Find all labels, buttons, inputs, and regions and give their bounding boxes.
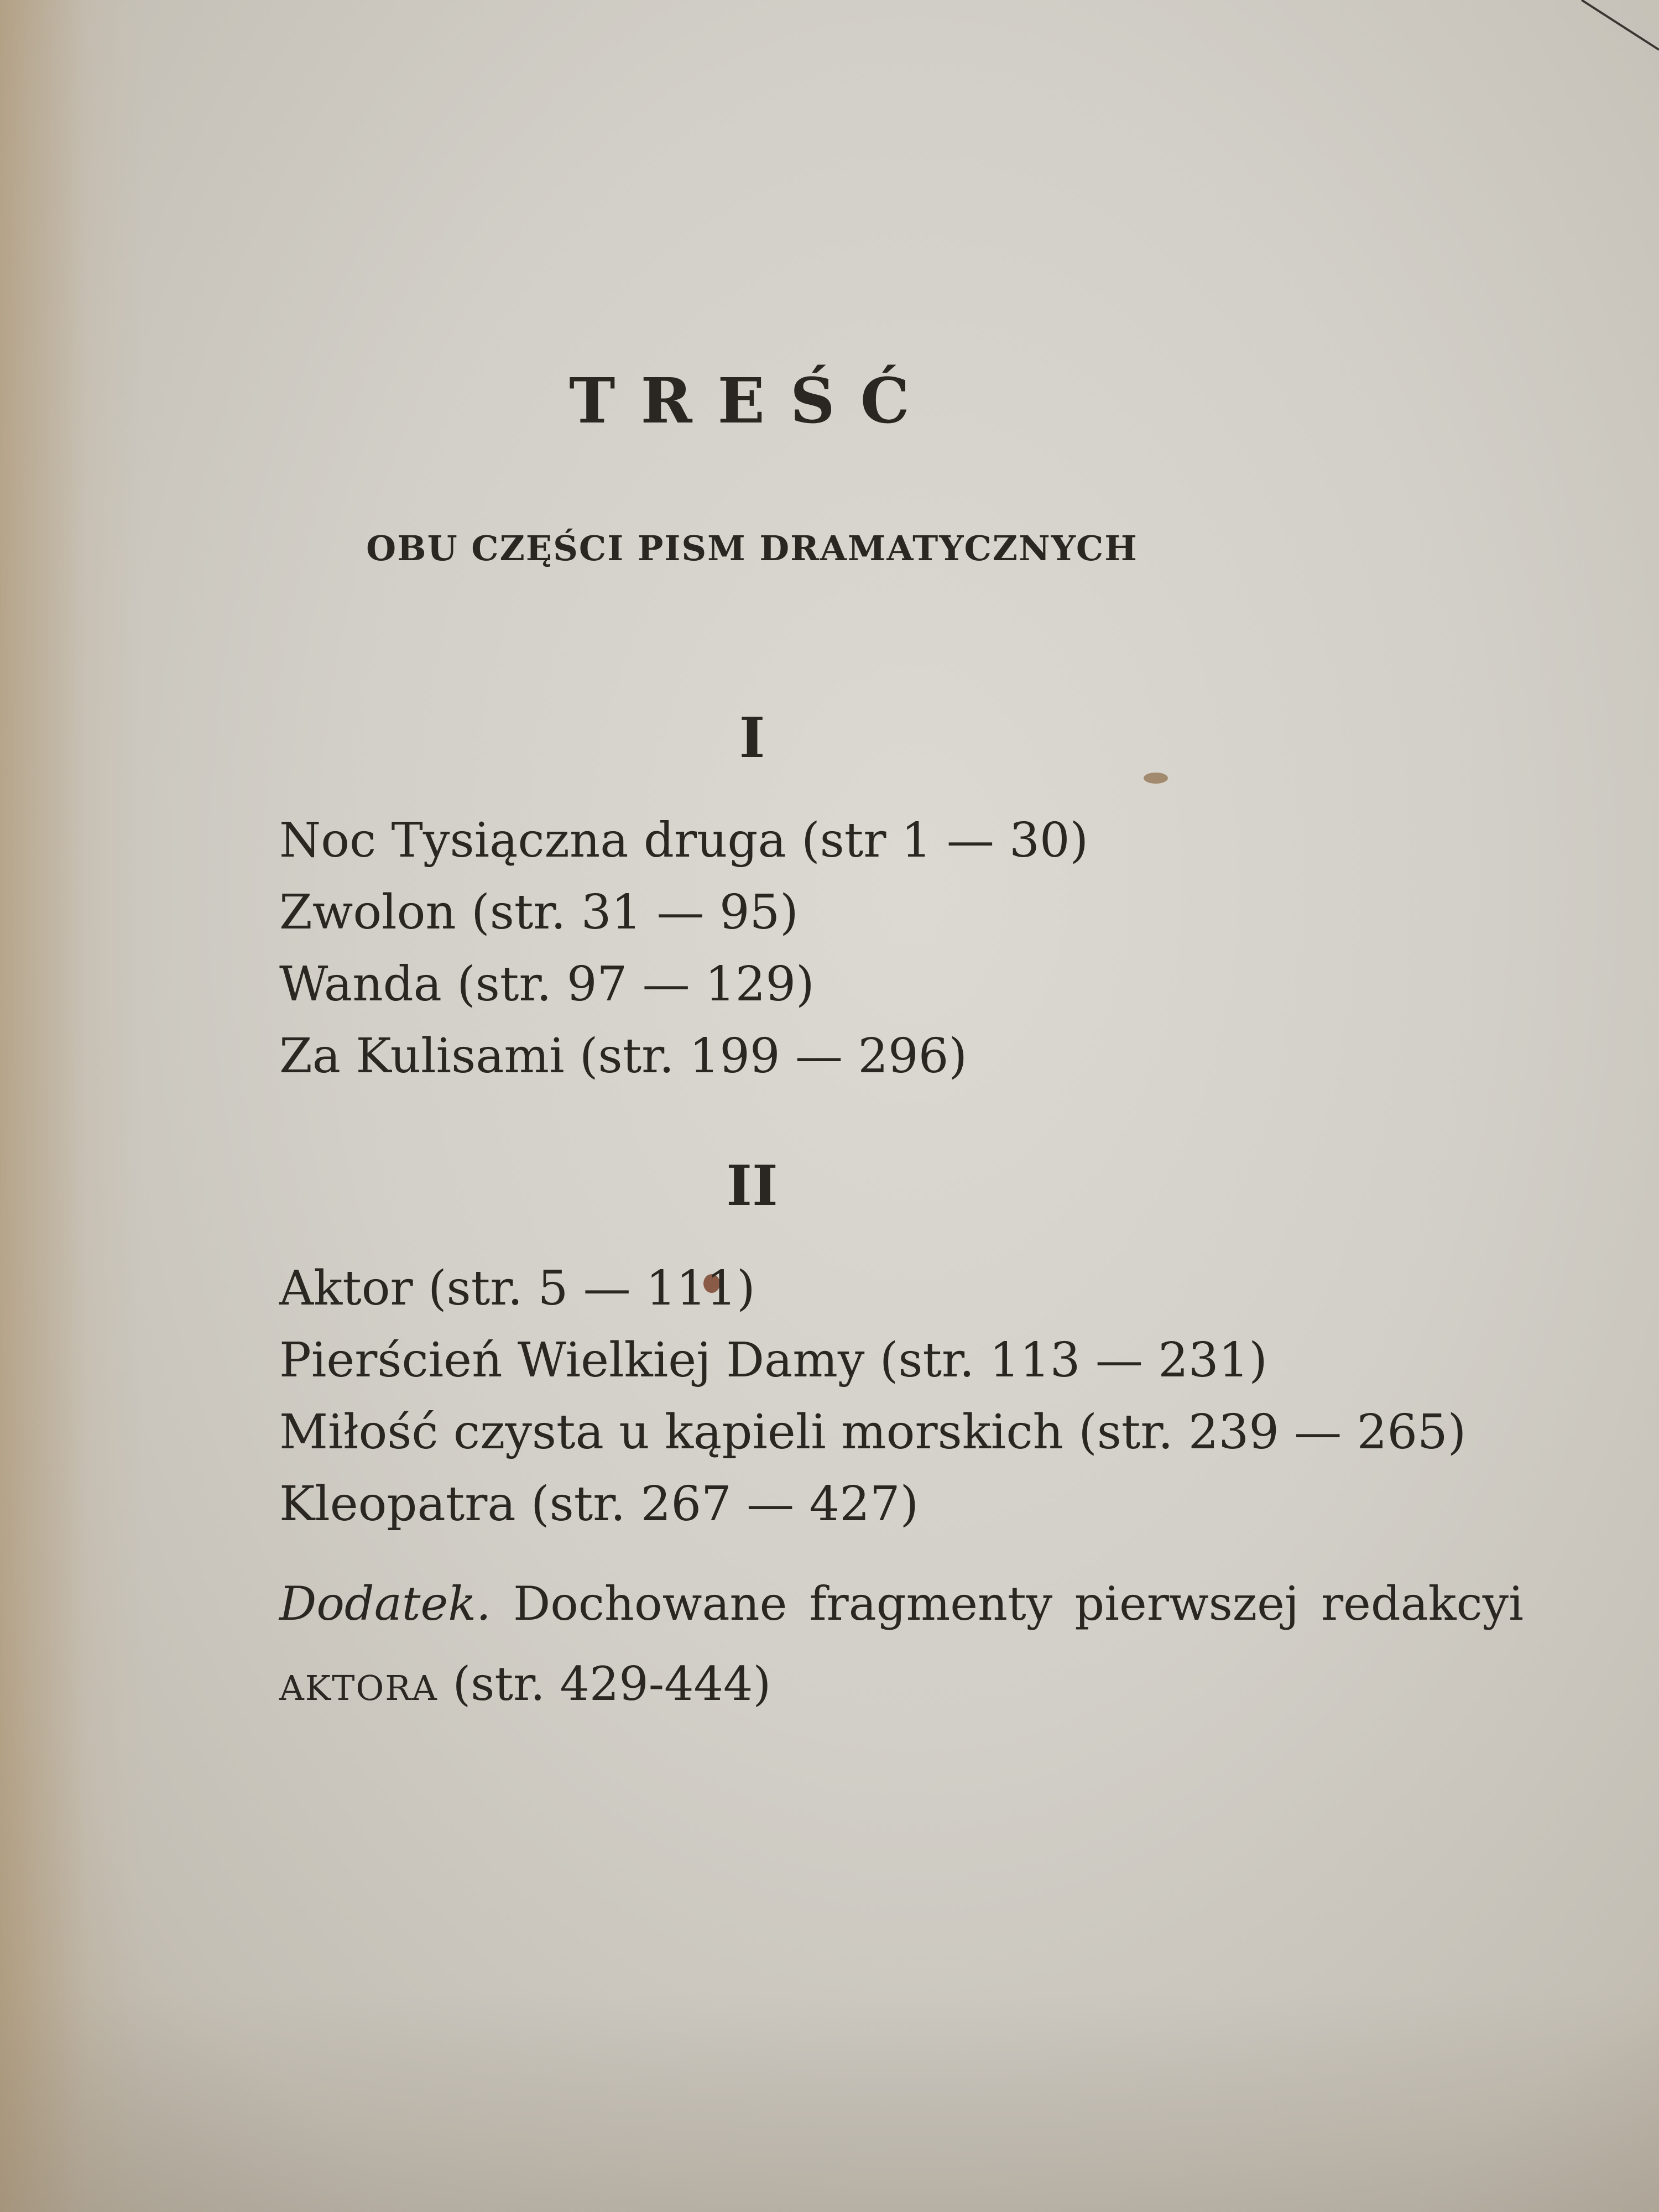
section-entries bbox=[279, 805, 1088, 1092]
page-subtitle: OBU CZĘŚCI PISM DRAMATYCZNYCH bbox=[366, 528, 1138, 568]
paper-spot bbox=[1144, 773, 1168, 784]
corner-fold-line bbox=[1571, 0, 1659, 55]
toc-entry: Noc Tysiączna druga (str 1 — 30) bbox=[279, 813, 1089, 868]
page-bottom-shading bbox=[0, 1991, 1659, 2212]
toc-entry: Za Kulisami (str. 199 — 296) bbox=[279, 1029, 968, 1084]
toc-entry: Pierścień Wielkiej Damy (str. 113 — 231) bbox=[279, 1333, 1267, 1388]
page-edge-stain bbox=[0, 0, 144, 2212]
toc-entry: Zwolon (str. 31 — 95) bbox=[279, 885, 799, 940]
toc-entry: Miłość czysta u kąpieli morskich (str. 239 — 265) bbox=[279, 1405, 1467, 1460]
appendix-line bbox=[279, 1644, 1524, 1728]
appendix-word: pierwszej bbox=[1074, 1577, 1299, 1631]
appendix-work-title: AKTORA bbox=[279, 1668, 438, 1708]
section-entries bbox=[279, 1253, 1466, 1540]
appendix-label: Dodatek. bbox=[279, 1577, 491, 1631]
section-numeral: I bbox=[739, 705, 765, 770]
toc-entry: Aktor (str. 5 — 111) bbox=[279, 1261, 755, 1316]
appendix-word: fragmenty bbox=[809, 1577, 1053, 1631]
toc-entry: Wanda (str. 97 — 129) bbox=[279, 957, 815, 1012]
section-numeral: II bbox=[726, 1153, 778, 1218]
appendix-entry bbox=[279, 1564, 1524, 1728]
appendix-word: Dochowane bbox=[513, 1577, 787, 1631]
page-title: TREŚĆ bbox=[569, 365, 935, 437]
appendix-line bbox=[279, 1564, 1524, 1644]
appendix-pages: (str. 429-444) bbox=[452, 1657, 771, 1711]
toc-entry: Kleopatra (str. 267 — 427) bbox=[279, 1477, 919, 1532]
appendix-word: redakcyi bbox=[1321, 1577, 1524, 1631]
